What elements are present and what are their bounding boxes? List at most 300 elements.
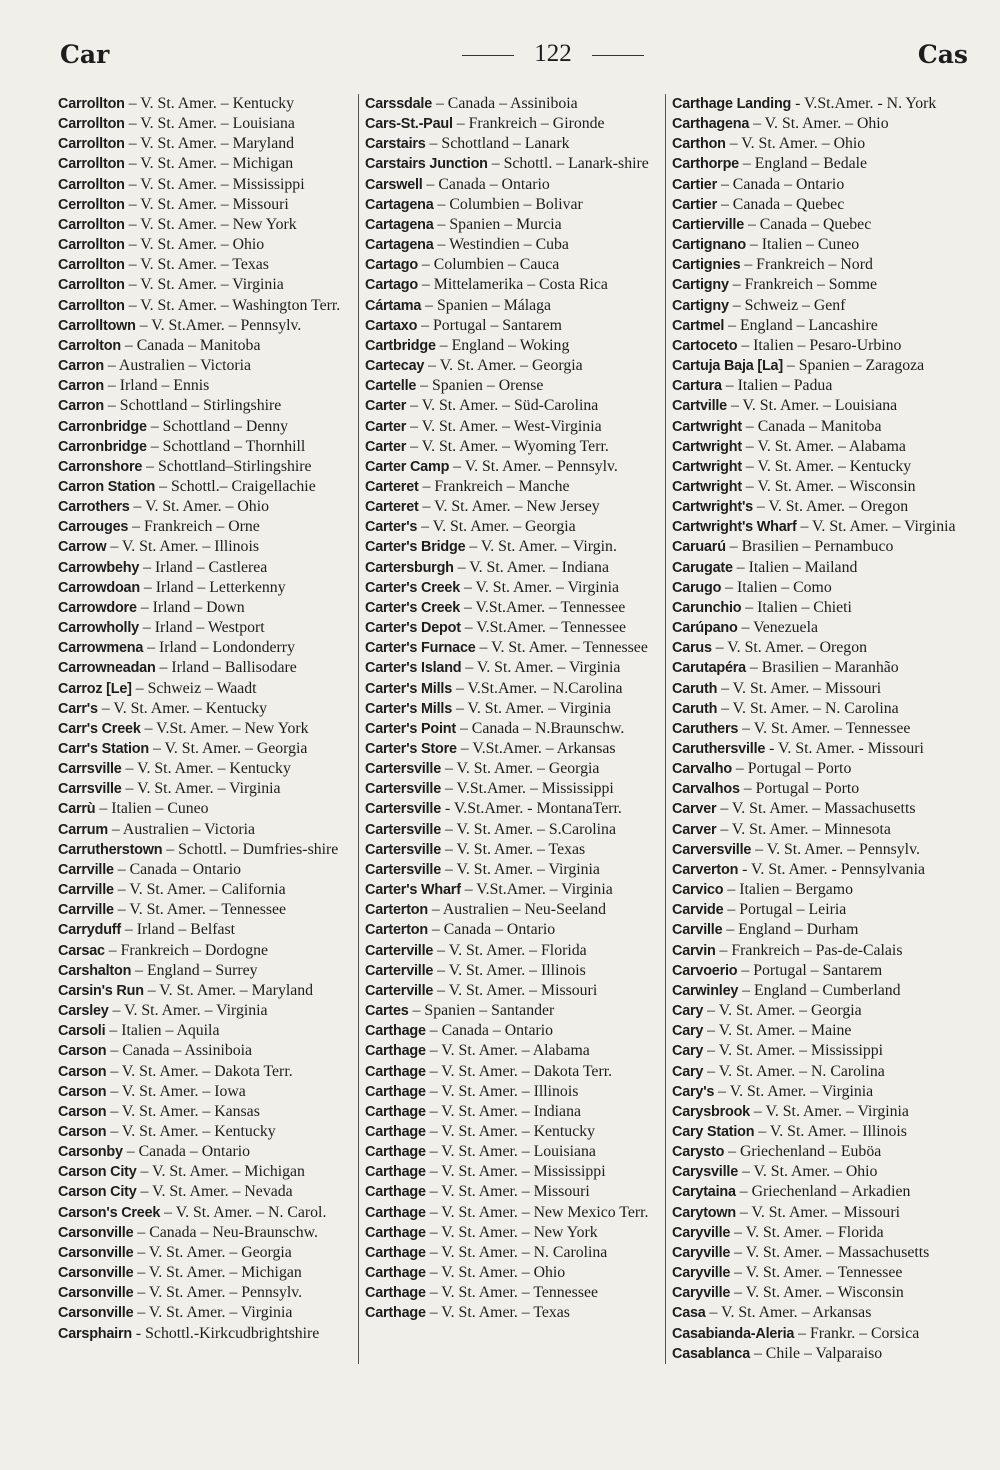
entry-location: – Australien – Neu-Seeland xyxy=(427,901,607,919)
entry xyxy=(365,1142,661,1162)
entry-location: – V. St. Amer. – Wyoming Terr. xyxy=(406,437,609,455)
entry-headword: Carthagena xyxy=(672,116,750,133)
entry-headword: Carthage xyxy=(365,1103,426,1120)
entry-location: – Canada – Ontario xyxy=(427,921,556,939)
entry-headword: Cartwright's Wharf xyxy=(672,519,797,536)
entry xyxy=(672,134,968,154)
entry-headword: Cartago xyxy=(365,277,418,294)
entry-location: – Frankr. – Corsica xyxy=(794,1324,920,1342)
entry xyxy=(365,719,661,739)
entry-location: – V. St. Amer. – Tennessee xyxy=(113,901,287,919)
entry-headword: Carrutherstown xyxy=(58,841,163,858)
entry-location: – Italien – Aquila xyxy=(105,1022,220,1040)
entry-location: – Frankreich – Dordogne xyxy=(104,941,269,959)
entry-location: – V. St. Amer. – Kentucky xyxy=(106,1122,276,1140)
entry xyxy=(365,638,661,658)
entry-location: – V. St. Amer. – Virginia xyxy=(121,780,281,798)
entry xyxy=(672,1303,968,1323)
header-first-word: Car xyxy=(60,40,110,69)
entry-location: – Irland – Down xyxy=(136,598,245,616)
entry-headword: Carsonville xyxy=(58,1224,134,1241)
entry-location: – Canada – Manitoba xyxy=(741,417,882,435)
entry-location: – V. St. Amer. – Virginia xyxy=(461,659,621,677)
page-number: 122 xyxy=(418,40,688,68)
entry-headword: Caruthersville xyxy=(672,741,766,757)
entry xyxy=(672,1082,968,1102)
entry-headword: Cartaxo xyxy=(365,317,418,334)
entry xyxy=(58,840,354,860)
entry-headword: Carsoli xyxy=(58,1023,106,1040)
entry-headword: Carter's Bridge xyxy=(365,539,466,556)
entry-headword: Carrowneadan xyxy=(58,660,156,677)
entry xyxy=(58,154,354,174)
entry-location: – V. St. Amer. – Florida xyxy=(730,1223,884,1241)
entry-headword: Carterton xyxy=(365,902,428,919)
entry-location: – Portugal – Porto xyxy=(731,760,852,778)
entry xyxy=(365,981,661,1001)
entry-headword: Carrow xyxy=(58,539,107,556)
entry-location: – V. St. Amer. – N. Carolina xyxy=(717,699,899,717)
entry-headword: Carrollton xyxy=(58,216,125,233)
entry-headword: Carteret xyxy=(365,499,419,516)
entry-headword: Cartwright's xyxy=(672,499,753,516)
entry-location: – V. St. Amer. – Georgia xyxy=(703,1002,862,1020)
entry-headword: Carson xyxy=(58,1063,107,1080)
entry xyxy=(365,1263,661,1283)
entry-location: – V. St. Amer. – Illinois xyxy=(754,1122,907,1140)
entry-location: – V. St. Amer. – Virginia xyxy=(108,1002,268,1020)
entry xyxy=(365,658,661,678)
entry-headword: Cartignies xyxy=(672,257,741,274)
entry-location: – Canada – Ontario xyxy=(717,175,845,193)
column-1 xyxy=(58,94,354,1364)
entry xyxy=(58,537,354,557)
entry-location: – Canada – Ontario xyxy=(422,175,550,193)
entry-location: – V. St. Amer. – Ohio xyxy=(725,135,866,153)
entry xyxy=(365,195,661,215)
entry-location: – Venezuela xyxy=(737,619,818,637)
entry xyxy=(365,114,661,134)
entry-headword: Carrolton xyxy=(58,337,121,354)
entry-location: – V. St. Amer. – West-Virginia xyxy=(406,417,602,435)
entry xyxy=(365,578,661,598)
entry-headword: Carstairs xyxy=(365,136,426,153)
entry xyxy=(672,316,968,336)
entry xyxy=(365,537,661,557)
entry-headword: Cartignano xyxy=(672,237,746,254)
entry-location: – Frankreich – Somme xyxy=(728,276,878,294)
entry-headword: Carrum xyxy=(58,821,108,838)
entry xyxy=(58,779,354,799)
running-header xyxy=(60,40,968,80)
entry xyxy=(672,799,968,819)
entry xyxy=(58,175,354,195)
entry xyxy=(365,296,661,316)
entry-location: – V. St. Amer. – Texas xyxy=(425,1304,570,1322)
entry-headword: Carronbridge xyxy=(58,438,147,455)
entry xyxy=(365,275,661,295)
entry xyxy=(672,658,968,678)
entry xyxy=(365,860,661,880)
entry xyxy=(672,1041,968,1061)
entry-location: – Schweiz – Genf xyxy=(728,296,846,314)
entry-location: – V. St. Amer. – Ohio xyxy=(749,115,889,133)
entry-headword: Carthage xyxy=(365,1164,426,1181)
entry xyxy=(365,820,661,840)
entry-location: – Schottland–Stirlingshire xyxy=(142,457,312,475)
entry-location: – England – Durham xyxy=(722,921,859,939)
entry-headword: Carthage xyxy=(365,1204,426,1221)
entry-location: – V. St. Amer. – New York xyxy=(425,1223,598,1241)
entry-location: - V. St. Amer. - Missouri xyxy=(765,740,924,757)
header-last-word: Cas xyxy=(917,40,968,69)
entry-location: – Schottl.– Craigellachie xyxy=(155,477,316,495)
entry xyxy=(365,699,661,719)
entry-location: – V. St. Amer. – Maryland xyxy=(124,135,295,153)
entry xyxy=(58,94,354,114)
entry-headword: Carysville xyxy=(672,1164,739,1181)
entry-headword: Casablanca xyxy=(672,1345,750,1362)
entry-headword: Cartersville xyxy=(365,821,441,838)
entry-headword: Carver xyxy=(672,801,717,818)
entry xyxy=(58,477,354,497)
entry-headword: Caruth xyxy=(672,680,718,697)
entry xyxy=(672,941,968,961)
entry-location: – Italien – Bergamo xyxy=(723,881,853,899)
entry-location: – V.St. Amer. – New York xyxy=(140,719,309,737)
entry-location: – Spanien – Murcia xyxy=(433,215,562,233)
entry-headword: Cary xyxy=(672,1063,704,1080)
entry xyxy=(365,497,661,517)
entry xyxy=(365,900,661,920)
entry-location: – V. St. Amer. – Ohio xyxy=(124,236,265,254)
entry xyxy=(672,517,968,537)
entry-location: – Canada – Manitoba xyxy=(120,336,261,354)
entry xyxy=(672,638,968,658)
entry xyxy=(672,235,968,255)
entry-location: – V. St. Amer. – Virginia xyxy=(749,1102,909,1120)
entry xyxy=(58,880,354,900)
entry xyxy=(365,336,661,356)
entry xyxy=(58,1102,354,1122)
entry-location: – V. St. Amer. – New York xyxy=(124,215,297,233)
entry-location: – V.St.Amer. – Tennessee xyxy=(460,619,626,637)
entry xyxy=(58,437,354,457)
entry xyxy=(672,679,968,699)
entry-headword: Carssdale xyxy=(365,96,432,112)
entry-headword: Cartersville xyxy=(365,841,441,858)
entry-location: – V. St. Amer. – Florida xyxy=(433,941,587,959)
entry-location: – V. St. Amer. – Pennsylv. xyxy=(133,1284,303,1302)
entry xyxy=(365,679,661,699)
entry-headword: Carthage xyxy=(365,1043,426,1060)
entry xyxy=(365,255,661,275)
entry-headword: Carson City xyxy=(58,1164,137,1181)
entry-headword: Casabianda-Aleria xyxy=(672,1325,795,1342)
entry xyxy=(672,1142,968,1162)
entry-headword: Carus xyxy=(672,640,712,657)
entry-headword: Carshalton xyxy=(58,962,132,979)
entry-location: – V. St. Amer. – Maryland xyxy=(143,981,314,999)
entry-headword: Carson xyxy=(58,1103,107,1120)
entry-location: - V.St.Amer. - N. York xyxy=(791,95,937,112)
entry-headword: Carwinley xyxy=(672,982,739,999)
entry-headword: Carr's Station xyxy=(58,741,149,757)
entry-headword: Carter's Store xyxy=(365,741,457,757)
entry-headword: Cary xyxy=(672,1023,704,1040)
entry xyxy=(58,1001,354,1021)
entry xyxy=(672,477,968,497)
entry-headword: Carron xyxy=(58,378,104,395)
entry-headword: Carutapéra xyxy=(672,660,746,677)
entry-location: – V. St. Amer. – Washington Terr. xyxy=(124,296,341,314)
entry-headword: Cartwright xyxy=(672,438,742,455)
entry-location: – Griechenland – Arkadien xyxy=(735,1183,911,1201)
entry-location: – Schweiz – Waadt xyxy=(131,679,257,697)
entry-location: – V. St. Amer. – Michigan xyxy=(124,155,294,173)
entry-headword: Carthage xyxy=(365,1023,426,1040)
entry xyxy=(365,356,661,376)
entry-headword: Cartura xyxy=(672,378,722,395)
entry xyxy=(58,578,354,598)
entry-headword: Caryville xyxy=(672,1224,731,1241)
entry-headword: Carterville xyxy=(365,942,434,959)
entry-headword: Carrowholly xyxy=(58,620,139,637)
entry-location: – V. St. Amer. – Massachusetts xyxy=(716,800,916,818)
entry xyxy=(672,94,968,114)
entry xyxy=(58,296,354,316)
entry-location: – V. St. Amer. – Michigan xyxy=(136,1163,305,1181)
entry-headword: Cartigny xyxy=(672,297,729,314)
entry-location: – V. St. Amer. – Ohio xyxy=(129,498,269,516)
entry xyxy=(365,316,661,336)
entry-headword: Carsonville xyxy=(58,1305,134,1322)
entry-location: – V. St. Amer. – Tennessee xyxy=(475,639,648,657)
entry-headword: Carr's Creek xyxy=(58,720,141,737)
entry-headword: Carter Camp xyxy=(365,458,450,475)
entry xyxy=(58,417,354,437)
entry-location: – V. St. Amer. – Ohio xyxy=(425,1264,566,1282)
entry-location: – Portugal – Santarem xyxy=(417,316,562,334)
entry-location: – Italien – Chieti xyxy=(741,598,852,616)
entry xyxy=(365,779,661,799)
entry-location: – Schottl. – Lanark-shire xyxy=(487,155,649,173)
entry-location: – V. St. Amer. – Mississippi xyxy=(124,175,305,193)
entry xyxy=(672,840,968,860)
entry-location: – Brasilien – Maranhão xyxy=(745,659,899,677)
entry-headword: Carrollton xyxy=(58,257,125,274)
entry xyxy=(58,1243,354,1263)
entry-headword: Carrollton xyxy=(58,96,125,112)
entry xyxy=(365,154,661,174)
entry-headword: Carthorpe xyxy=(672,156,739,173)
entry xyxy=(58,799,354,819)
entry xyxy=(365,437,661,457)
entry-location: – V. St. Amer. – Texas xyxy=(441,840,586,858)
entry-headword: Cary Station xyxy=(672,1123,755,1140)
entry-location: – V.St.Amer. – Virginia xyxy=(460,881,613,899)
entry-location: – Portugal – Santarem xyxy=(737,961,883,979)
entry xyxy=(365,840,661,860)
entry xyxy=(58,961,354,981)
entry-location: – V. St. Amer. – Louisiana xyxy=(727,397,898,415)
entry xyxy=(672,195,968,215)
entry-headword: Carsphairn xyxy=(58,1325,132,1342)
entry-location: – V. St. Amer. – Oregon xyxy=(711,639,867,657)
entry xyxy=(672,759,968,779)
entry-headword: Cary's xyxy=(672,1083,715,1100)
entry-location: – V. St. Amer. – Louisiana xyxy=(425,1143,596,1161)
entry-headword: Cartersburgh xyxy=(365,559,454,576)
entry-headword: Cartwright xyxy=(672,478,742,495)
entry-headword: Cartersville xyxy=(365,861,441,878)
entry-location: – V. St. Amer. – Missouri xyxy=(425,1183,590,1201)
entry-location: – Frankreich – Nord xyxy=(740,256,873,274)
entry-headword: Caruthers xyxy=(672,720,739,737)
entry xyxy=(58,759,354,779)
entry xyxy=(58,215,354,235)
entry xyxy=(672,1001,968,1021)
entry xyxy=(58,114,354,134)
entry xyxy=(58,1283,354,1303)
entry-headword: Cartwright xyxy=(672,458,742,475)
entry-headword: Carunchio xyxy=(672,599,742,616)
entry xyxy=(672,699,968,719)
column-2 xyxy=(358,94,661,1364)
entry-headword: Carrsville xyxy=(58,781,122,798)
entry-location: – Mittelamerika – Costa Rica xyxy=(417,276,608,294)
entry xyxy=(365,1203,661,1223)
entry xyxy=(672,1283,968,1303)
entry-location: – Canada – Assiniboia xyxy=(106,1042,253,1060)
entry-headword: Carugate xyxy=(672,559,733,576)
entry-headword: Carvalho xyxy=(672,761,732,778)
entry xyxy=(58,356,354,376)
entry xyxy=(672,880,968,900)
entry-headword: Carron xyxy=(58,398,104,415)
entry-headword: Carrollton xyxy=(58,176,125,193)
entry xyxy=(58,275,354,295)
entry-location: - Schottl.-Kirkcudbrightshire xyxy=(131,1324,320,1342)
entry xyxy=(672,457,968,477)
entry xyxy=(672,1223,968,1243)
entry-location: – V. St. Amer. – Missouri xyxy=(735,1203,900,1221)
entry xyxy=(672,154,968,174)
entry-headword: Carter's Island xyxy=(365,660,462,677)
entry-location: – Spanien – Zaragoza xyxy=(782,357,925,375)
entry xyxy=(672,719,968,739)
entry xyxy=(58,981,354,1001)
entry-location: – V. St. Amer. – Alabama xyxy=(425,1042,590,1060)
entry xyxy=(365,1041,661,1061)
entry-headword: Carter xyxy=(365,418,407,435)
entry xyxy=(365,558,661,578)
entry-location: – V. St. Amer. – Georgia xyxy=(417,518,576,536)
entry-location: – Schottland – Denny xyxy=(146,417,289,435)
entry-location: – Canada – Ontario xyxy=(425,1022,553,1040)
entry-headword: Carsonville xyxy=(58,1244,134,1261)
entry-headword: Carter's Point xyxy=(365,720,456,737)
entry-headword: Carvalhos xyxy=(672,781,740,798)
entry-location: – V. St. Amer. – Oregon xyxy=(752,498,909,516)
entry-location: – V. St. Amer. – Georgia xyxy=(149,740,308,757)
entry xyxy=(672,981,968,1001)
entry xyxy=(365,1223,661,1243)
entry-location: – V. St. Amer. – Wisconsin xyxy=(730,1284,904,1302)
entry-headword: Carrowdore xyxy=(58,599,137,616)
entry-location: - V.St.Amer. - MontanaTerr. xyxy=(441,800,622,818)
entry-location: – V. St. Amer. – Nevada xyxy=(136,1183,293,1201)
entry-headword: Carrouges xyxy=(58,519,129,536)
entry xyxy=(672,437,968,457)
entry-headword: Carrù xyxy=(58,801,96,818)
entry xyxy=(58,598,354,618)
entry-location: – Italien – Como xyxy=(721,578,832,596)
entry-headword: Carytaina xyxy=(672,1184,736,1201)
entry-location: – V. St. Amer. – Virginia xyxy=(796,518,956,536)
entry-location: – Irland – Castlerea xyxy=(139,558,268,576)
entry xyxy=(365,739,661,759)
entry-headword: Carversville xyxy=(672,841,752,858)
entry xyxy=(672,1243,968,1263)
entry xyxy=(58,336,354,356)
entry-location: – Canada – N.Braunschw. xyxy=(456,719,625,737)
entry xyxy=(672,336,968,356)
entry xyxy=(672,558,968,578)
entry-headword: Cartes xyxy=(365,1003,409,1020)
entry-location: – Columbien – Cauca xyxy=(417,256,560,274)
column-3 xyxy=(665,94,968,1364)
entry-location: – V. St. Amer. – Wisconsin xyxy=(741,477,916,495)
dictionary-columns xyxy=(58,94,972,1364)
entry xyxy=(672,255,968,275)
entry-location: – Canada – Quebec xyxy=(717,195,845,213)
entry xyxy=(672,1162,968,1182)
entry-location: – Canada – Assiniboia xyxy=(432,95,578,112)
entry xyxy=(58,658,354,678)
entry xyxy=(365,880,661,900)
entry-location: – V.St.Amer. – Arkansas xyxy=(456,740,616,757)
entry-headword: Carugo xyxy=(672,579,722,596)
entry-headword: Carron Station xyxy=(58,478,156,495)
entry-headword: Carr's xyxy=(58,700,98,717)
entry-location: – Canada – Quebec xyxy=(744,215,872,233)
entry-headword: Cars-St.-Paul xyxy=(365,116,453,133)
entry-headword: Carronshore xyxy=(58,458,143,475)
entry-headword: Carvin xyxy=(672,942,716,959)
entry xyxy=(58,1021,354,1041)
entry-location: – Australien – Victoria xyxy=(103,357,252,375)
entry-headword: Cartville xyxy=(672,398,727,415)
entry xyxy=(58,1142,354,1162)
entry-headword: Carter's xyxy=(365,519,418,536)
entry-headword: Caruth xyxy=(672,700,718,717)
entry xyxy=(365,1283,661,1303)
entry xyxy=(58,235,354,255)
entry-headword: Cartwright xyxy=(672,418,742,435)
entry-location: – V. St. Amer. – Virginia xyxy=(452,699,611,717)
entry-location: – V. St. Amer. – Kentucky xyxy=(741,457,912,475)
entry xyxy=(365,477,661,497)
entry-headword: Carson City xyxy=(58,1184,137,1201)
entry xyxy=(58,1122,354,1142)
entry-location: – Brasilien – Pernambuco xyxy=(725,538,894,556)
entry-headword: Carthage xyxy=(365,1063,426,1080)
entry-location: – V. St. Amer. – Virgin. xyxy=(465,538,617,556)
entry xyxy=(672,1324,968,1344)
entry xyxy=(58,900,354,920)
entry-headword: Carthage xyxy=(365,1123,426,1140)
